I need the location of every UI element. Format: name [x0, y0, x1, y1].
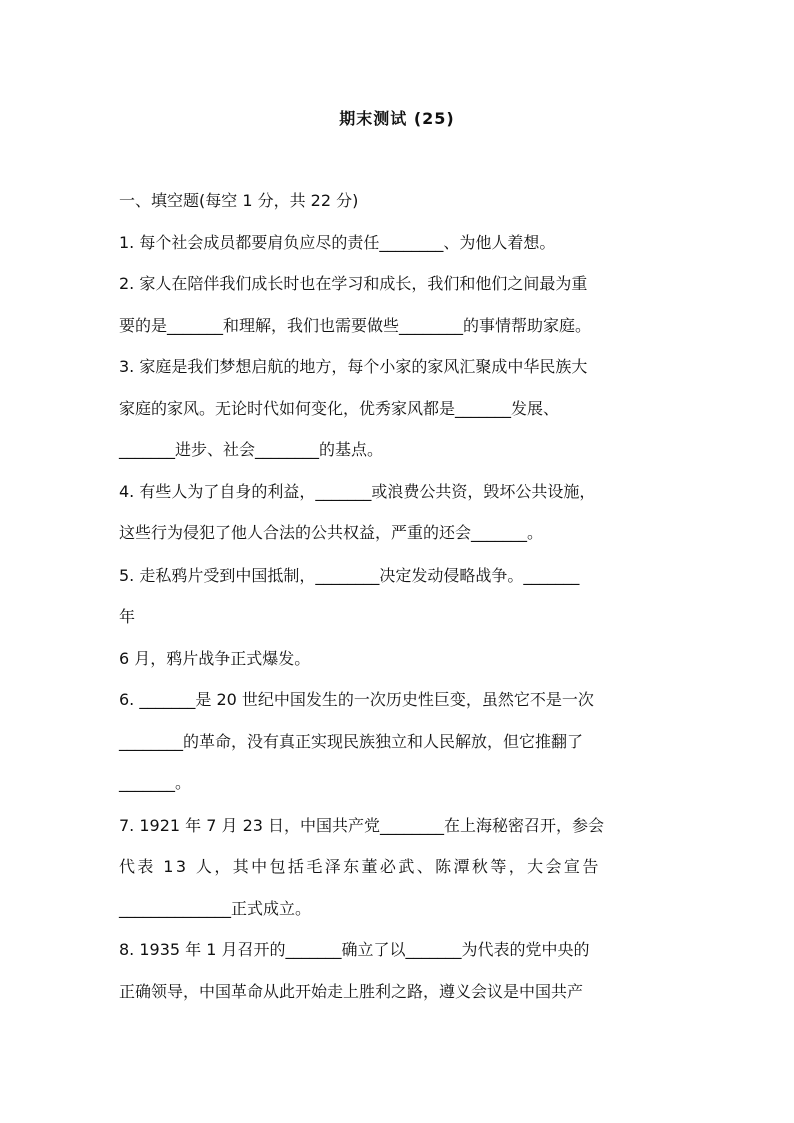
question-line: 1. 每个社会成员都要肩负应尽的责任________、为他人着想。 — [119, 233, 556, 252]
question-line: 7. 1921 年 7 月 23 日，中国共产党________在上海秘密召开，参会 — [119, 816, 605, 835]
question-line: ______________正式成立。 — [119, 899, 312, 918]
question-line: 这些行为侵犯了他人合法的公共权益，严重的还会_______。 — [119, 523, 544, 542]
question-line: 2. 家人在陪伴我们成长时也在学习和成长，我们和他们之间最为重 — [119, 274, 588, 293]
question-line: _______进步、社会________的基点。 — [119, 440, 384, 459]
page-title: 期末测试 (25) — [339, 109, 455, 128]
question-line: 年 — [119, 607, 136, 626]
question-line: 5. 走私鸦片受到中国抵制，________决定发动侵略战争。_______ — [119, 566, 580, 585]
question-line: 正确领导，中国革命从此开始走上胜利之路，遵义会议是中国共产 — [119, 982, 584, 1001]
question-line: 6. _______是 20 世纪中国发生的一次历史性巨变，虽然它不是一次 — [119, 690, 594, 709]
question-line: _______。 — [119, 773, 192, 792]
section-heading: 一、填空题(每空 1 分，共 22 分) — [119, 191, 359, 210]
question-line: 8. 1935 年 1 月召开的_______确立了以_______为代表的党中央的 — [119, 940, 590, 959]
question-line: 4. 有些人为了自身的利益，_______或浪费公共资，毁坏公共设施， — [119, 482, 596, 501]
question-line: 3. 家庭是我们梦想启航的地方，每个小家的家风汇聚成中华民族大 — [119, 357, 588, 376]
question-line: 代表 13 人，其中包括毛泽东董必武、陈潭秋等，大会宣告 — [119, 857, 601, 876]
question-line: 家庭的家风。无论时代如何变化，优秀家风都是_______发展、 — [119, 399, 560, 418]
question-line: 要的是_______和理解，我们也需要做些________的事情帮助家庭。 — [119, 316, 592, 335]
question-line: ________的革命，没有真正实现民族独立和人民解放，但它推翻了 — [119, 732, 584, 751]
question-line: 6 月，鸦片战争正式爆发。 — [119, 649, 311, 668]
